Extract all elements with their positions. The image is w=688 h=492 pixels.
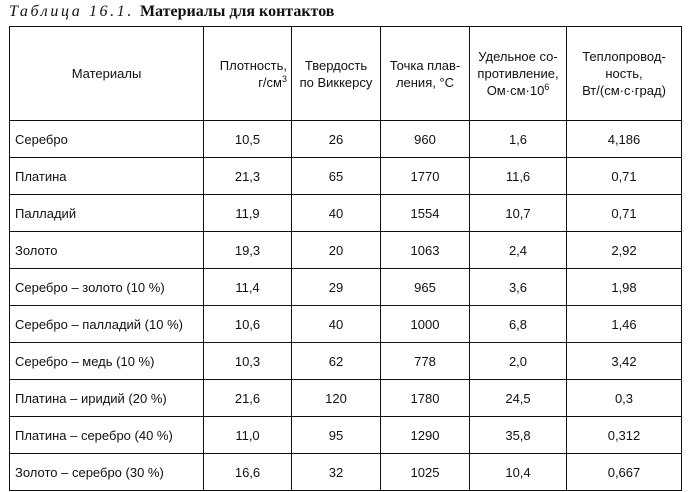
table-row <box>10 158 682 195</box>
header-materials: Материалы <box>10 27 204 121</box>
cell-hardness: 65 <box>292 158 381 195</box>
cell-material: Серебро – медь (10 %) <box>10 343 204 380</box>
header-hardness-line1: Твердость <box>304 57 368 73</box>
cell-melting: 1780 <box>381 380 470 417</box>
cell-density: 10,5 <box>204 121 292 158</box>
cell-density: 19,3 <box>204 232 292 269</box>
header-conductivity-line3: Вт/(см·с·град) <box>582 83 666 98</box>
cell-resistivity: 10,4 <box>470 454 567 491</box>
cell-conductivity: 2,92 <box>567 232 682 269</box>
cell-conductivity: 1,46 <box>567 306 682 343</box>
cell-resistivity: 11,6 <box>470 158 567 195</box>
header-conductivity <box>567 27 682 121</box>
header-resistivity-line2: противление, <box>477 66 559 81</box>
cell-melting: 1025 <box>381 454 470 491</box>
header-resistivity-line1: Удельное со- <box>478 49 558 64</box>
cell-hardness: 40 <box>292 195 381 232</box>
cell-material: Серебро – палладий (10 %) <box>10 306 204 343</box>
table-row <box>10 380 682 417</box>
table-row <box>10 417 682 454</box>
cell-resistivity: 6,8 <box>470 306 567 343</box>
cell-melting: 1554 <box>381 195 470 232</box>
cell-conductivity: 0,3 <box>567 380 682 417</box>
cell-conductivity: 0,71 <box>567 195 682 232</box>
cell-density: 11,0 <box>204 417 292 454</box>
cell-material: Золото <box>10 232 204 269</box>
header-density-line2: $г/см^3$ <box>258 73 287 90</box>
cell-melting: 1000 <box>381 306 470 343</box>
header-conductivity-line2: ность, <box>605 66 643 81</box>
cell-resistivity: 24,5 <box>470 380 567 417</box>
cell-conductivity: 0,71 <box>567 158 682 195</box>
cell-density: 11,4 <box>204 269 292 306</box>
cell-hardness: 62 <box>292 343 381 380</box>
header-melting-line1: Точка плав- <box>389 57 461 73</box>
cell-resistivity: 2,0 <box>470 343 567 380</box>
cell-melting: 1770 <box>381 158 470 195</box>
table-header <box>10 27 682 121</box>
table-row <box>10 232 682 269</box>
cell-melting: 1290 <box>381 417 470 454</box>
cell-melting: 960 <box>381 121 470 158</box>
cell-resistivity: 2,4 <box>470 232 567 269</box>
table-row <box>10 343 682 380</box>
cell-material: Серебро <box>10 121 204 158</box>
table-row <box>10 454 682 491</box>
cell-resistivity: 1,6 <box>470 121 567 158</box>
cell-resistivity: 3,6 <box>470 269 567 306</box>
cell-melting: 1063 <box>381 232 470 269</box>
cell-hardness: 40 <box>292 306 381 343</box>
cell-hardness: 95 <box>292 417 381 454</box>
table-number: Таблица 16.1. <box>9 3 134 20</box>
table-row <box>10 306 682 343</box>
header-melting <box>381 27 470 121</box>
header-resistivity-line3: $Ом\cdot см\cdot 10^6$ <box>486 82 550 98</box>
cell-hardness: 26 <box>292 121 381 158</box>
cell-material: Золото – серебро (30 %) <box>10 454 204 491</box>
cell-material: Палладий <box>10 195 204 232</box>
cell-melting: 778 <box>381 343 470 380</box>
header-conductivity-line1: Теплопровод- <box>582 49 666 64</box>
cell-density: 10,3 <box>204 343 292 380</box>
header-density-line1: Плотность, <box>219 57 287 73</box>
cell-resistivity: 10,7 <box>470 195 567 232</box>
table-row <box>10 269 682 306</box>
cell-density: 10,6 <box>204 306 292 343</box>
header-resistivity <box>470 27 567 121</box>
table-row <box>10 121 682 158</box>
cell-conductivity: 0,667 <box>567 454 682 491</box>
header-row <box>10 27 682 121</box>
cell-density: 21,6 <box>204 380 292 417</box>
cell-melting: 965 <box>381 269 470 306</box>
cell-hardness: 120 <box>292 380 381 417</box>
table-body <box>10 121 682 491</box>
header-hardness <box>292 27 381 121</box>
cell-density: 16,6 <box>204 454 292 491</box>
cell-material: Серебро – золото (10 %) <box>10 269 204 306</box>
cell-material: Платина – серебро (40 %) <box>10 417 204 454</box>
table-caption <box>9 2 334 22</box>
cell-material: Платина – иридий (20 %) <box>10 380 204 417</box>
cell-density: 11,9 <box>204 195 292 232</box>
cell-resistivity: 35,8 <box>470 417 567 454</box>
cell-conductivity: 4,186 <box>567 121 682 158</box>
cell-density: 21,3 <box>204 158 292 195</box>
header-hardness-line2: по Виккерсу <box>299 74 373 90</box>
cell-conductivity: 1,98 <box>567 269 682 306</box>
materials-table <box>9 26 682 491</box>
table-row <box>10 195 682 232</box>
cell-conductivity: 3,42 <box>567 343 682 380</box>
cell-hardness: 20 <box>292 232 381 269</box>
header-density <box>204 27 292 121</box>
cell-material: Платина <box>10 158 204 195</box>
table-title: Материалы для контактов <box>139 3 335 20</box>
cell-hardness: 29 <box>292 269 381 306</box>
cell-hardness: 32 <box>292 454 381 491</box>
header-melting-line2: ления, °С <box>395 74 455 90</box>
cell-conductivity: 0,312 <box>567 417 682 454</box>
